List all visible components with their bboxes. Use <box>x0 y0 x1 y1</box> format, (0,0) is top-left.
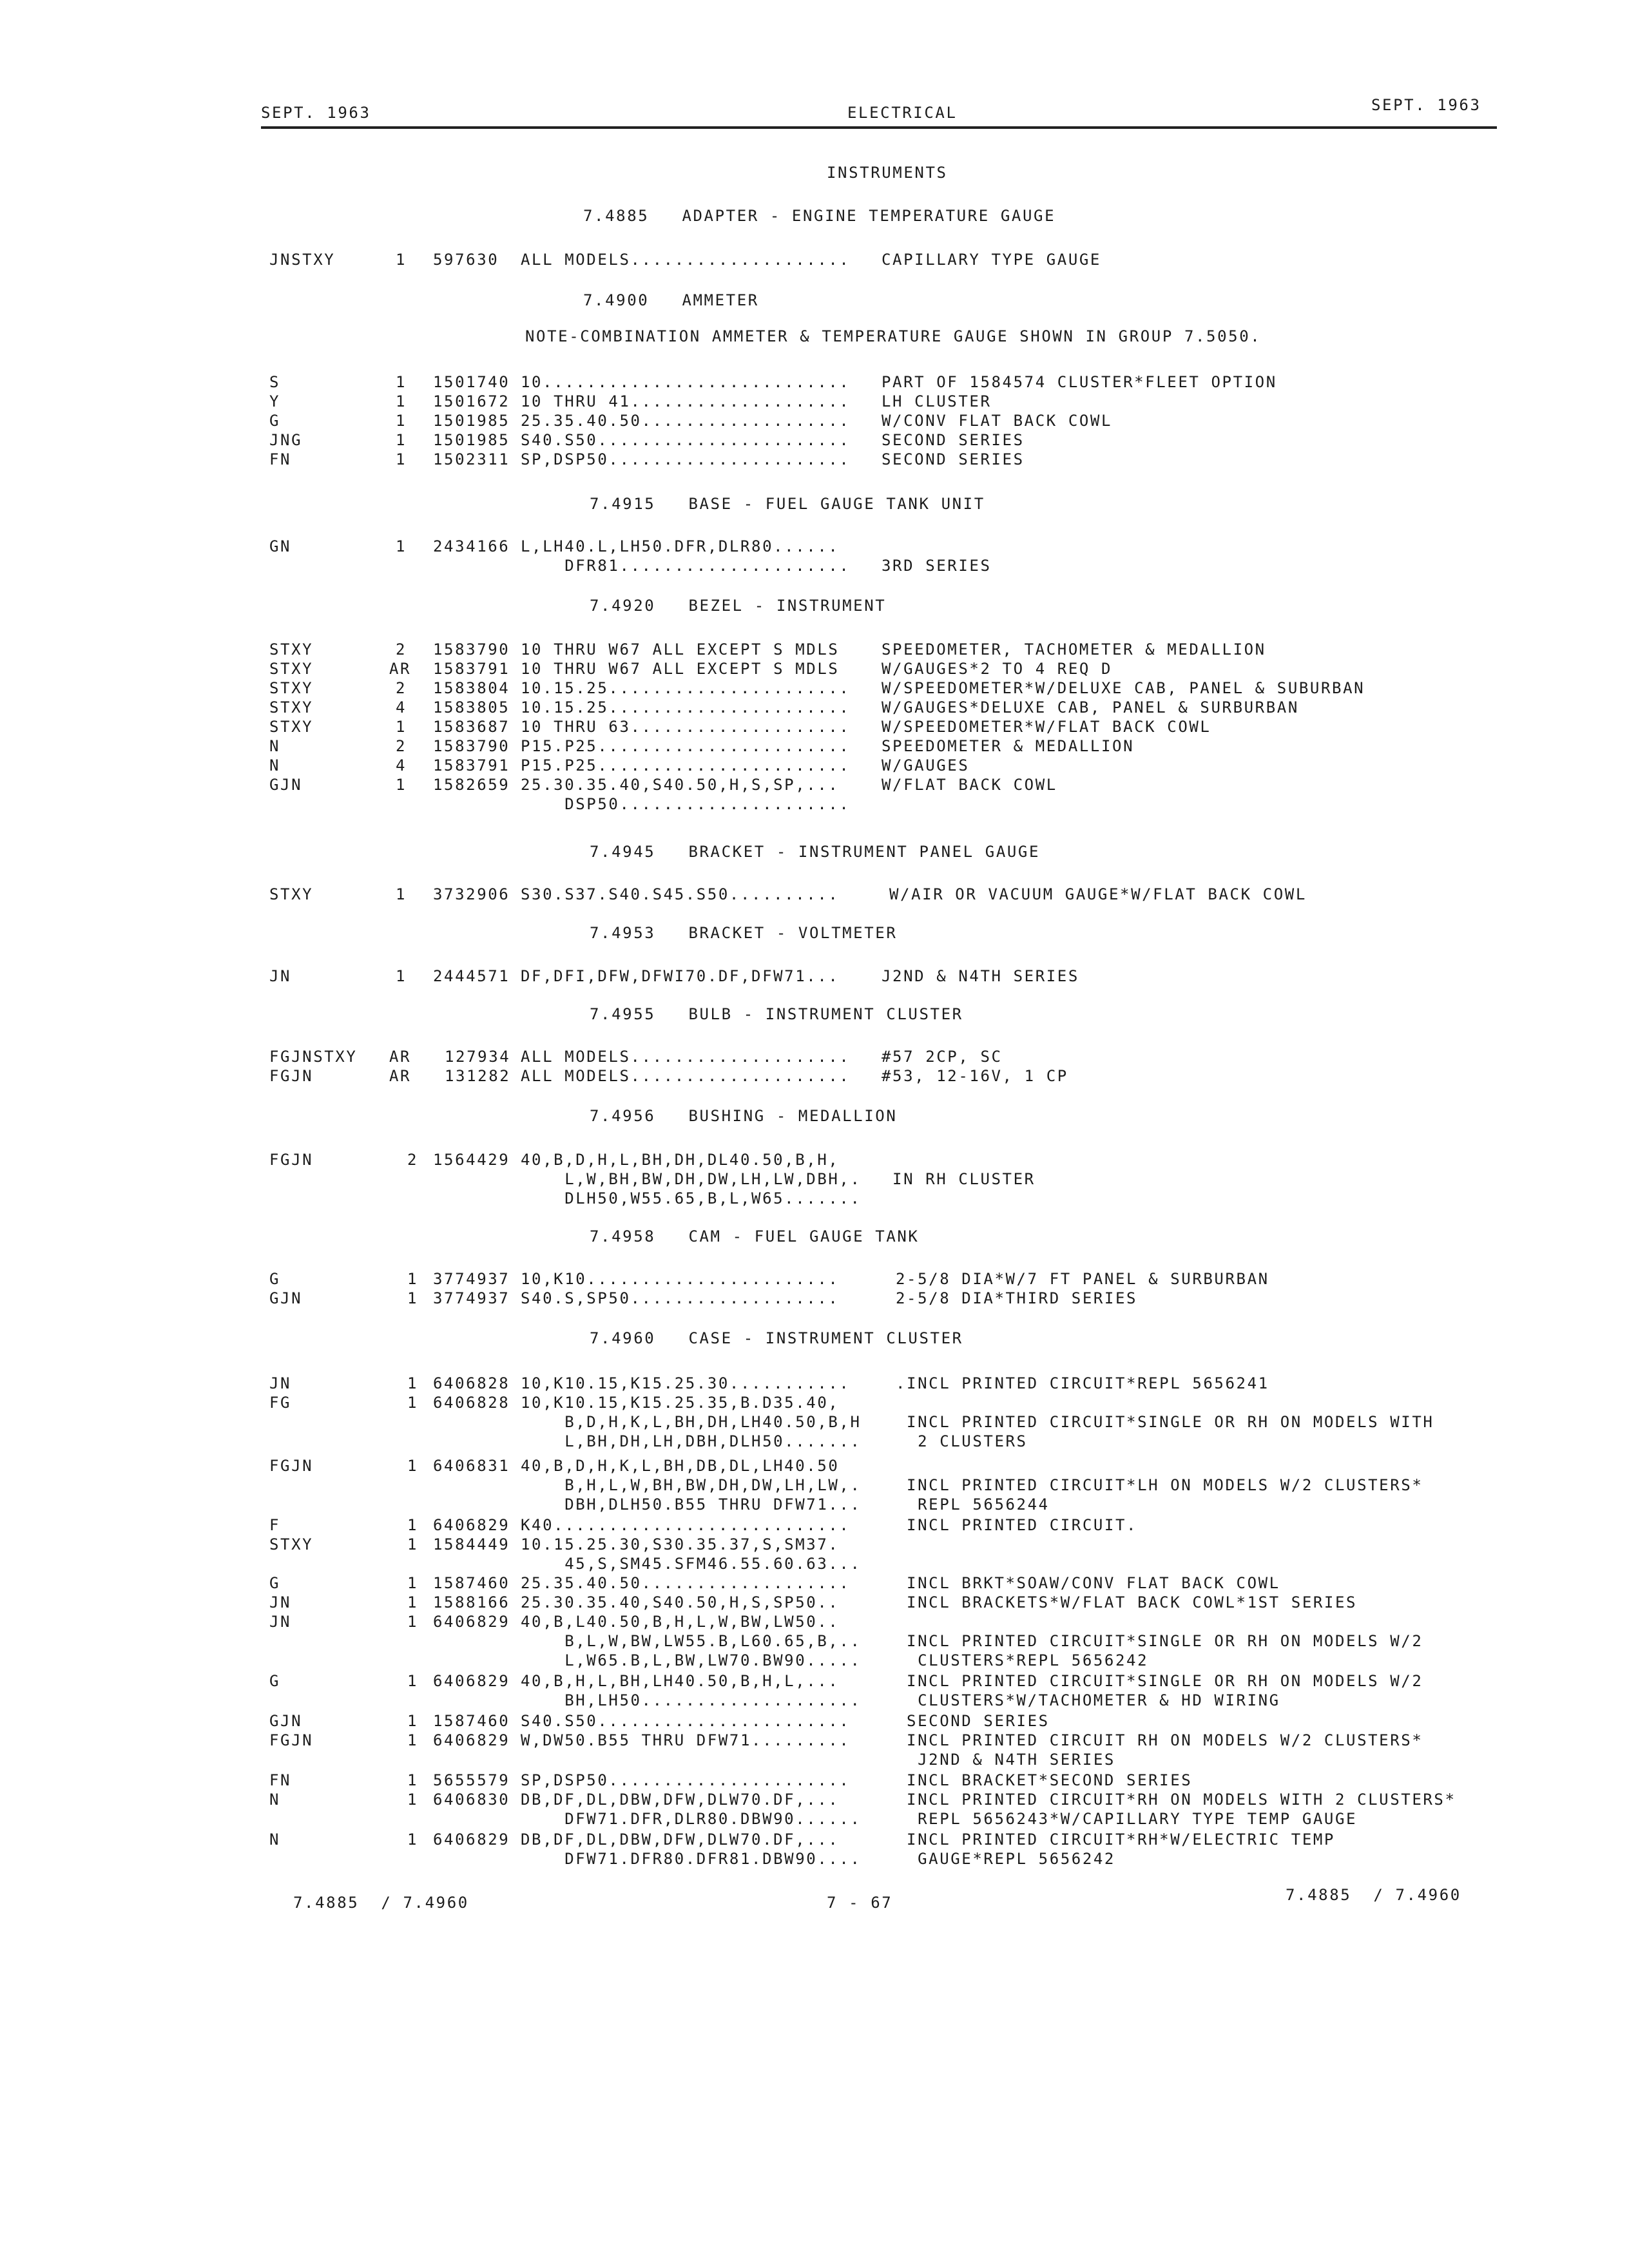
row-codes: FN <box>269 450 292 468</box>
row-models: 10 THRU 63.................... <box>521 718 851 736</box>
row-codes: G <box>269 1672 281 1690</box>
row-codes: FGJN <box>269 1457 314 1475</box>
group-title: 7.4958 CAM - FUEL GAUGE TANK <box>590 1227 920 1245</box>
row-desc: INCL BRACKET*SECOND SERIES <box>896 1771 1193 1789</box>
row-part: 6406829 <box>433 1613 510 1631</box>
row-models: 10.15.25.30,S30.35.37,S,SM37. <box>521 1535 840 1553</box>
row-models: 25.35.40.50................... <box>521 1574 851 1592</box>
row-qty: 2 <box>396 679 407 697</box>
group-title: 7.4953 BRACKET - VOLTMETER <box>590 924 898 942</box>
table-row <box>0 1830 1629 1849</box>
row-models: ALL MODELS.................... <box>521 251 851 269</box>
row-models: S40.S50....................... <box>521 1712 851 1730</box>
row-models: 40,B,D,H,L,BH,DH,DL40.50,B,H, <box>521 1151 840 1169</box>
row-part: 1583804 <box>433 679 510 697</box>
row-codes: G <box>269 412 281 430</box>
row-desc: SPEEDOMETER & MEDALLION <box>882 737 1135 755</box>
row-models: 10 THRU W67 ALL EXCEPT S MDLS <box>521 640 840 658</box>
row-desc: CAPILLARY TYPE GAUGE <box>882 251 1101 269</box>
row-part: 6406828 <box>433 1394 510 1412</box>
row-part: 6406829 <box>433 1672 510 1690</box>
row-desc: 2-5/8 DIA*THIRD SERIES <box>896 1289 1138 1307</box>
row-models: 10 THRU 41.................... <box>521 392 851 410</box>
row-desc: REPL 5656244 <box>896 1495 1050 1514</box>
table-row <box>0 966 1629 986</box>
table-row <box>0 1731 1629 1750</box>
row-models: 10.15.25...................... <box>521 698 851 716</box>
row-codes: JNG <box>269 431 303 449</box>
row-part: 1588166 <box>433 1593 510 1611</box>
row-qty: 1 <box>407 1613 419 1631</box>
row-qty: 1 <box>407 1791 419 1809</box>
row-codes: FGJNSTXY <box>269 1048 358 1066</box>
table-row <box>0 1711 1629 1731</box>
table-row <box>0 1573 1629 1593</box>
footer-range-left: 7.4885 / 7.4960 <box>293 1894 469 1912</box>
row-models: B,D,H,K,L,BH,DH,LH40.50,B,H <box>521 1413 862 1431</box>
row-codes: FGJN <box>269 1151 314 1169</box>
row-models: SP,DSP50...................... <box>521 450 851 468</box>
row-models: B,H,L,W,BH,BW,DH,DW,LH,LW,. <box>521 1476 862 1494</box>
group-title: 7.4960 CASE - INSTRUMENT CLUSTER <box>590 1329 963 1347</box>
row-models: DB,DF,DL,DBW,DFW,DLW70.DF,... <box>521 1791 840 1809</box>
row-codes: FGJN <box>269 1731 314 1749</box>
row-models: 25.30.35.40,S40.50,H,S,SP50.. <box>521 1593 840 1611</box>
table-row <box>0 1456 1629 1475</box>
row-models: DBH,DLH50.B55 THRU DFW71... <box>521 1495 862 1514</box>
group-title: 7.4900 AMMETER <box>583 291 759 309</box>
group-title: 7.4920 BEZEL - INSTRUMENT <box>590 597 887 615</box>
row-qty: 1 <box>396 431 407 449</box>
row-desc: SECOND SERIES <box>896 1712 1050 1730</box>
row-qty: AR <box>389 1048 412 1066</box>
row-part: 1587460 <box>433 1574 510 1592</box>
row-models: BH,LH50.................... <box>521 1691 862 1709</box>
row-codes: JN <box>269 1374 292 1392</box>
row-models: 40,B,H,L,BH,LH40.50,B,H,L,... <box>521 1672 840 1690</box>
row-part: 6406829 <box>433 1516 510 1534</box>
footer-range-right: 7.4885 / 7.4960 <box>1286 1886 1461 1904</box>
row-qty: 1 <box>407 1270 419 1288</box>
row-codes: JN <box>269 967 292 985</box>
row-models: S40.S,SP50................... <box>521 1289 840 1307</box>
row-qty: 1 <box>396 885 407 903</box>
row-models: B,L,W,BW,LW55.B,L60.65,B,.. <box>521 1632 862 1650</box>
row-desc: 3RD SERIES <box>882 557 992 575</box>
table-row <box>0 1593 1629 1612</box>
header-date-left: SEPT. 1963 <box>261 104 371 122</box>
row-part: 1583805 <box>433 698 510 716</box>
row-part: 1582659 <box>433 776 510 794</box>
row-desc: CLUSTERS*REPL 5656242 <box>896 1651 1149 1669</box>
row-part: 1564429 <box>433 1151 510 1169</box>
row-desc: SECOND SERIES <box>882 431 1025 449</box>
group-note: NOTE-COMBINATION AMMETER & TEMPERATURE GAUGE SHOWN IN GROUP 7.5050. <box>525 327 1262 345</box>
row-desc: 2-5/8 DIA*W/7 FT PANEL & SURBURBAN <box>896 1270 1269 1288</box>
row-models: DFW71.DFR80.DFR81.DBW90.... <box>521 1850 862 1868</box>
row-desc: #53, 12-16V, 1 CP <box>882 1067 1068 1085</box>
table-row <box>0 1169 1629 1189</box>
row-qty: 4 <box>396 756 407 774</box>
table-row <box>0 556 1629 575</box>
row-part: 1583791 <box>433 660 510 678</box>
row-qty: 1 <box>396 967 407 985</box>
row-models: 10............................ <box>521 373 851 391</box>
row-models: P15.P25....................... <box>521 756 851 774</box>
row-desc: .INCL PRINTED CIRCUIT*REPL 5656241 <box>896 1374 1269 1392</box>
row-models: P15.P25....................... <box>521 737 851 755</box>
row-codes: STXY <box>269 660 314 678</box>
table-row <box>0 756 1629 775</box>
group-title: 7.4915 BASE - FUEL GAUGE TANK UNIT <box>590 495 985 513</box>
table-row <box>0 250 1629 269</box>
row-part: 1587460 <box>433 1712 510 1730</box>
row-codes: GJN <box>269 1712 303 1730</box>
section-title: INSTRUMENTS <box>827 164 948 182</box>
row-models: 10,K10.15,K15.25.35,B.D35.40, <box>521 1394 840 1412</box>
table-row <box>0 717 1629 736</box>
row-qty: 1 <box>396 450 407 468</box>
row-desc: INCL PRINTED CIRCUIT. <box>896 1516 1138 1534</box>
row-qty: 2 <box>396 640 407 658</box>
table-row <box>0 659 1629 678</box>
row-desc: J2ND & N4TH SERIES <box>882 967 1079 985</box>
row-qty: 1 <box>396 392 407 410</box>
table-row <box>0 1651 1629 1670</box>
header-date-right: SEPT. 1963 <box>1371 96 1481 114</box>
row-qty: 1 <box>407 1831 419 1849</box>
row-qty: 1 <box>396 718 407 736</box>
table-row <box>0 1750 1629 1769</box>
table-row <box>0 411 1629 430</box>
row-part: 3732906 <box>433 885 510 903</box>
row-part: 1501985 <box>433 431 510 449</box>
row-models: DLH50,W55.65,B,L,W65....... <box>521 1189 862 1207</box>
row-part: 1501672 <box>433 392 510 410</box>
row-codes: Y <box>269 392 281 410</box>
group-title: 7.4956 BUSHING - MEDALLION <box>590 1107 898 1125</box>
table-row <box>0 1535 1629 1554</box>
row-models: L,BH,DH,LH,DBH,DLH50....... <box>521 1432 862 1450</box>
row-codes: JN <box>269 1613 292 1631</box>
group-title: 7.4955 BULB - INSTRUMENT CLUSTER <box>590 1005 963 1023</box>
table-row <box>0 1412 1629 1432</box>
row-desc: INCL BRACKETS*W/FLAT BACK COWL*1ST SERIES <box>896 1593 1358 1611</box>
row-desc: INCL PRINTED CIRCUIT*SINGLE OR RH ON MODELS W/2 <box>896 1672 1423 1690</box>
row-qty: 1 <box>407 1394 419 1412</box>
row-part: 1502311 <box>433 450 510 468</box>
row-part: 3774937 <box>433 1289 510 1307</box>
row-desc: INCL PRINTED CIRCUIT*SINGLE OR RH ON MODELS W/2 <box>896 1632 1423 1650</box>
row-part: 6406831 <box>433 1457 510 1475</box>
row-models: DF,DFI,DFW,DFWI70.DF,DFW71... <box>521 967 840 985</box>
table-row <box>0 450 1629 469</box>
row-desc: INCL PRINTED CIRCUIT*RH ON MODELS WITH 2 CLUSTERS* <box>896 1791 1456 1809</box>
table-row <box>0 1189 1629 1208</box>
row-desc: W/SPEEDOMETER*W/FLAT BACK COWL <box>882 718 1211 736</box>
row-qty: 1 <box>407 1516 419 1534</box>
row-qty: 1 <box>396 251 407 269</box>
row-codes: STXY <box>269 885 314 903</box>
row-desc: W/AIR OR VACUUM GAUGE*W/FLAT BACK COWL <box>889 885 1307 903</box>
row-codes: G <box>269 1270 281 1288</box>
row-models: 40,B,L40.50,B,H,L,W,BW,LW50.. <box>521 1613 840 1631</box>
row-part: 1501740 <box>433 373 510 391</box>
row-models: L,LH40.L,LH50.DFR,DLR80...... <box>521 537 840 555</box>
row-desc: W/CONV FLAT BACK COWL <box>882 412 1113 430</box>
row-qty: 1 <box>407 1593 419 1611</box>
row-part: 597630 <box>433 251 499 269</box>
table-row <box>0 885 1629 904</box>
row-models: 25.35.40.50................... <box>521 412 851 430</box>
row-desc: SECOND SERIES <box>882 450 1025 468</box>
row-codes: G <box>269 1574 281 1592</box>
row-part: 6406829 <box>433 1731 510 1749</box>
row-codes: N <box>269 1791 281 1809</box>
row-part: 2444571 <box>433 967 510 985</box>
row-qty: 1 <box>396 776 407 794</box>
table-row <box>0 794 1629 814</box>
table-row <box>0 1495 1629 1514</box>
row-models: ALL MODELS.................... <box>521 1048 851 1066</box>
row-part: 5655579 <box>433 1771 510 1789</box>
table-row <box>0 640 1629 659</box>
row-codes: STXY <box>269 1535 314 1553</box>
table-row <box>0 372 1629 392</box>
row-codes: JN <box>269 1593 292 1611</box>
row-desc: W/GAUGES*2 TO 4 REQ D <box>882 660 1113 678</box>
row-desc: INCL BRKT*SOAW/CONV FLAT BACK COWL <box>896 1574 1280 1592</box>
row-qty: 1 <box>407 1771 419 1789</box>
row-codes: N <box>269 737 281 755</box>
group-title: 7.4945 BRACKET - INSTRUMENT PANEL GAUGE <box>590 843 1041 861</box>
row-codes: GJN <box>269 776 303 794</box>
row-qty: 1 <box>396 537 407 555</box>
row-models: 10,K10....................... <box>521 1270 840 1288</box>
row-qty: 1 <box>407 1535 419 1553</box>
row-models: L,W,BH,BW,DH,DW,LH,LW,DBH,. <box>521 1170 862 1188</box>
row-qty: 1 <box>407 1574 419 1592</box>
row-codes: JNSTXY <box>269 251 336 269</box>
row-desc: LH CLUSTER <box>882 392 992 410</box>
row-codes: GN <box>269 537 292 555</box>
table-row <box>0 1515 1629 1535</box>
row-desc: IN RH CLUSTER <box>882 1170 1036 1188</box>
row-qty: AR <box>389 1067 412 1085</box>
row-qty: 1 <box>407 1374 419 1392</box>
row-models: S40.S50....................... <box>521 431 851 449</box>
row-codes: N <box>269 1831 281 1849</box>
row-part: 2434166 <box>433 537 510 555</box>
row-desc: INCL PRINTED CIRCUIT*RH*W/ELECTRIC TEMP <box>896 1831 1335 1849</box>
row-desc: PART OF 1584574 CLUSTER*FLEET OPTION <box>882 373 1277 391</box>
row-models: DFW71.DFR,DLR80.DBW90...... <box>521 1810 862 1828</box>
table-row <box>0 1475 1629 1495</box>
row-qty: 1 <box>407 1672 419 1690</box>
table-row <box>0 537 1629 556</box>
row-desc: #57 2CP, SC <box>882 1048 1003 1066</box>
row-models: 10 THRU W67 ALL EXCEPT S MDLS <box>521 660 840 678</box>
row-qty: 4 <box>396 698 407 716</box>
row-desc: 2 CLUSTERS <box>896 1432 1028 1450</box>
row-desc: CLUSTERS*W/TACHOMETER & HD WIRING <box>896 1691 1280 1709</box>
row-qty: 1 <box>396 373 407 391</box>
row-models: 45,S,SM45.SFM46.55.60.63... <box>521 1555 862 1573</box>
row-codes: GJN <box>269 1289 303 1307</box>
row-codes: STXY <box>269 679 314 697</box>
row-models: W,DW50.B55 THRU DFW71......... <box>521 1731 851 1749</box>
table-row <box>0 1047 1629 1066</box>
row-part: 6406828 <box>433 1374 510 1392</box>
row-codes: STXY <box>269 698 314 716</box>
row-codes: F <box>269 1516 281 1534</box>
table-row <box>0 1809 1629 1829</box>
row-qty: 1 <box>396 412 407 430</box>
row-models: L,W65.B,L,BW,LW70.BW90..... <box>521 1651 862 1669</box>
table-row <box>0 1612 1629 1631</box>
row-codes: FG <box>269 1394 292 1412</box>
row-codes: N <box>269 756 281 774</box>
row-models: 40,B,D,H,K,L,BH,DB,DL,LH40.50 <box>521 1457 840 1475</box>
row-desc: W/FLAT BACK COWL <box>882 776 1057 794</box>
table-row <box>0 1374 1629 1393</box>
row-models: 25.30.35.40,S40.50,H,S,SP,... <box>521 776 840 794</box>
table-row <box>0 1671 1629 1691</box>
table-row <box>0 1631 1629 1651</box>
row-codes: FN <box>269 1771 292 1789</box>
row-part: 127934 <box>445 1048 511 1066</box>
row-desc: SPEEDOMETER, TACHOMETER & MEDALLION <box>882 640 1266 658</box>
row-part: 3774937 <box>433 1270 510 1288</box>
row-desc: W/GAUGES*DELUXE CAB, PANEL & SURBURBAN <box>882 698 1299 716</box>
row-qty: 1 <box>407 1289 419 1307</box>
table-row <box>0 1150 1629 1169</box>
row-models: DSP50..................... <box>521 795 851 813</box>
row-desc: REPL 5656243*W/CAPILLARY TYPE TEMP GAUGE <box>896 1810 1358 1828</box>
row-models: 10.15.25...................... <box>521 679 851 697</box>
row-part: 1583790 <box>433 737 510 755</box>
table-row <box>0 430 1629 450</box>
table-row <box>0 678 1629 698</box>
table-row <box>0 1691 1629 1710</box>
row-part: 1501985 <box>433 412 510 430</box>
row-models: SP,DSP50...................... <box>521 1771 851 1789</box>
row-models: ALL MODELS.................... <box>521 1067 851 1085</box>
table-row <box>0 775 1629 794</box>
row-desc: INCL PRINTED CIRCUIT*SINGLE OR RH ON MODELS WITH <box>896 1413 1434 1431</box>
row-qty: 2 <box>407 1151 419 1169</box>
page-number: 7 - 67 <box>827 1894 893 1912</box>
table-row <box>0 1554 1629 1573</box>
row-part: 6406829 <box>433 1831 510 1849</box>
table-row <box>0 1393 1629 1412</box>
row-models: 10,K10.15,K15.25.30........... <box>521 1374 851 1392</box>
row-qty: 1 <box>407 1731 419 1749</box>
table-row <box>0 1432 1629 1451</box>
table-row <box>0 1289 1629 1308</box>
row-part: 6406830 <box>433 1791 510 1809</box>
row-models: DB,DF,DL,DBW,DFW,DLW70.DF,... <box>521 1831 840 1849</box>
row-desc: J2ND & N4TH SERIES <box>896 1751 1115 1769</box>
row-part: 1583790 <box>433 640 510 658</box>
table-row <box>0 1849 1629 1869</box>
header-rule <box>261 126 1497 129</box>
row-part: 1583791 <box>433 756 510 774</box>
table-row <box>0 1790 1629 1809</box>
row-part: 131282 <box>445 1067 511 1085</box>
row-part: 1583687 <box>433 718 510 736</box>
row-qty: AR <box>389 660 412 678</box>
table-row <box>0 1771 1629 1790</box>
row-codes: STXY <box>269 640 314 658</box>
row-desc: GAUGE*REPL 5656242 <box>896 1850 1115 1868</box>
table-row <box>0 698 1629 717</box>
header-section: ELECTRICAL <box>847 104 958 122</box>
row-models: S30.S37.S40.S45.S50.......... <box>521 885 840 903</box>
row-qty: 1 <box>407 1457 419 1475</box>
table-row <box>0 1066 1629 1086</box>
row-codes: STXY <box>269 718 314 736</box>
table-row <box>0 392 1629 411</box>
table-row <box>0 1269 1629 1289</box>
table-row <box>0 736 1629 756</box>
row-part: 1584449 <box>433 1535 510 1553</box>
row-desc: INCL PRINTED CIRCUIT RH ON MODELS W/2 CLUSTERS* <box>896 1731 1423 1749</box>
row-qty: 1 <box>407 1712 419 1730</box>
group-title: 7.4885 ADAPTER - ENGINE TEMPERATURE GAUGE <box>583 207 1056 225</box>
row-models: K40........................... <box>521 1516 851 1534</box>
row-qty: 2 <box>396 737 407 755</box>
row-desc: W/GAUGES <box>882 756 970 774</box>
row-desc: INCL PRINTED CIRCUIT*LH ON MODELS W/2 CLUSTERS* <box>896 1476 1423 1494</box>
row-codes: FGJN <box>269 1067 314 1085</box>
row-codes: S <box>269 373 281 391</box>
row-desc: W/SPEEDOMETER*W/DELUXE CAB, PANEL & SUBURBAN <box>882 679 1365 697</box>
row-models: DFR81..................... <box>521 557 851 575</box>
